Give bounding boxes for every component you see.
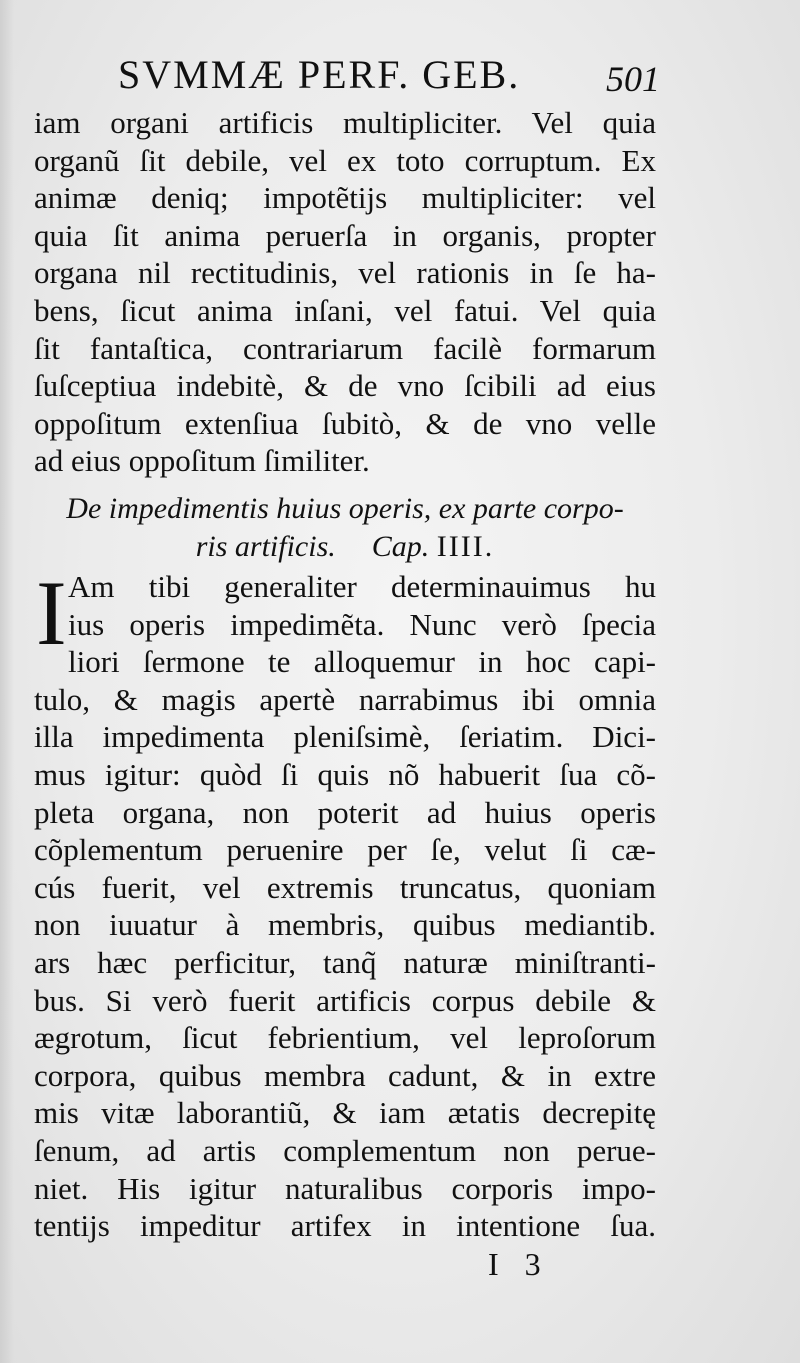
chapter-label: Cap. (371, 530, 430, 563)
text-line: liori ſermone te alloquemur in hoc capi- (68, 644, 656, 680)
text-line: ægrotum, ſicut febrientium, vel leproſorum (34, 1020, 656, 1056)
drop-cap-initial: I (36, 562, 67, 664)
paragraph-continued (34, 104, 656, 480)
text-line: oppoſitum extenſiua ſubitò, & de vno velle (34, 405, 656, 441)
text-line: tulo, & magis apertè narrabimus ibi omnia (34, 681, 656, 717)
chapter-heading-line-1: De impedimentis huius operis, ex parte corpo- (66, 492, 624, 525)
text-line: ius operis impedimẽta. Nunc verò ſpecia (68, 606, 656, 642)
text-line: mus igitur: quòd ſi quis nõ habuerit ſua cõ- (34, 756, 656, 792)
text-line: ſit fantaſtica, contrariarum facilè formarum (34, 330, 656, 366)
text-line: quia ſit anima peruerſa in organis, propter (34, 217, 656, 253)
text-line: tentijs impeditur artifex in intentione ſua. (34, 1208, 656, 1244)
text-line: cõplementum peruenire per ſe, velut ſi cæ- (34, 832, 656, 868)
text-line: pleta organa, non poterit ad huius operis (34, 794, 656, 830)
chapter-heading-line-2 (34, 528, 656, 566)
text-line: organũ ſit debile, vel ex toto corruptum. Ex (34, 142, 656, 178)
text-line: corpora, quibus membra cadunt, & in extre (34, 1057, 656, 1093)
signature-mark: I 3 (488, 1246, 541, 1282)
text-line: cús fuerit, vel extremis truncatus, quoniam (34, 869, 656, 905)
text-line: animæ deniq; impotẽtijs multipliciter: vel (34, 180, 656, 216)
page-number: 501 (606, 59, 660, 99)
text-line: iam organi artificis multipliciter. Vel quia (34, 105, 656, 140)
text-line: organa nil rectitudinis, vel rationis in ſe ha- (34, 255, 656, 291)
text-line: ſenum, ad artis complementum non perue- (34, 1132, 656, 1168)
chapter-heading (34, 490, 656, 566)
page-header (0, 50, 800, 100)
text-line: ſuſceptiua indebitè, & de vno ſcibili ad eius (34, 368, 656, 404)
page-gutter-shadow (0, 0, 14, 1363)
text-line: Am tibi generaliter determinauimus hu (68, 569, 656, 604)
chapter-paragraph (34, 562, 656, 1245)
text-line: niet. His igitur naturalibus corporis impo- (34, 1170, 656, 1206)
chapter-heading-text: ris artificis. (195, 530, 336, 563)
running-head: SVMMÆ PERF. GEB. (118, 52, 521, 97)
text-line: non iuuatur à membris, quibus mediantib. (34, 907, 656, 943)
text-line: ars hæc perficitur, tanq̃ naturæ miniſtranti- (34, 944, 656, 980)
text-line: bus. Si verò fuerit artificis corpus debile & (34, 982, 656, 1018)
text-line: ad eius oppoſitum ſimiliter. (34, 443, 370, 479)
text-line: illa impedimenta pleniſsimè, ſeriatim. Dici- (34, 719, 656, 755)
text-line: mis vitæ laborantiũ, & iam ætatis decrepitę (34, 1095, 656, 1131)
text-line: bens, ſicut anima inſani, vel fatui. Vel quia (34, 292, 656, 328)
chapter-number: IIII. (436, 530, 495, 563)
